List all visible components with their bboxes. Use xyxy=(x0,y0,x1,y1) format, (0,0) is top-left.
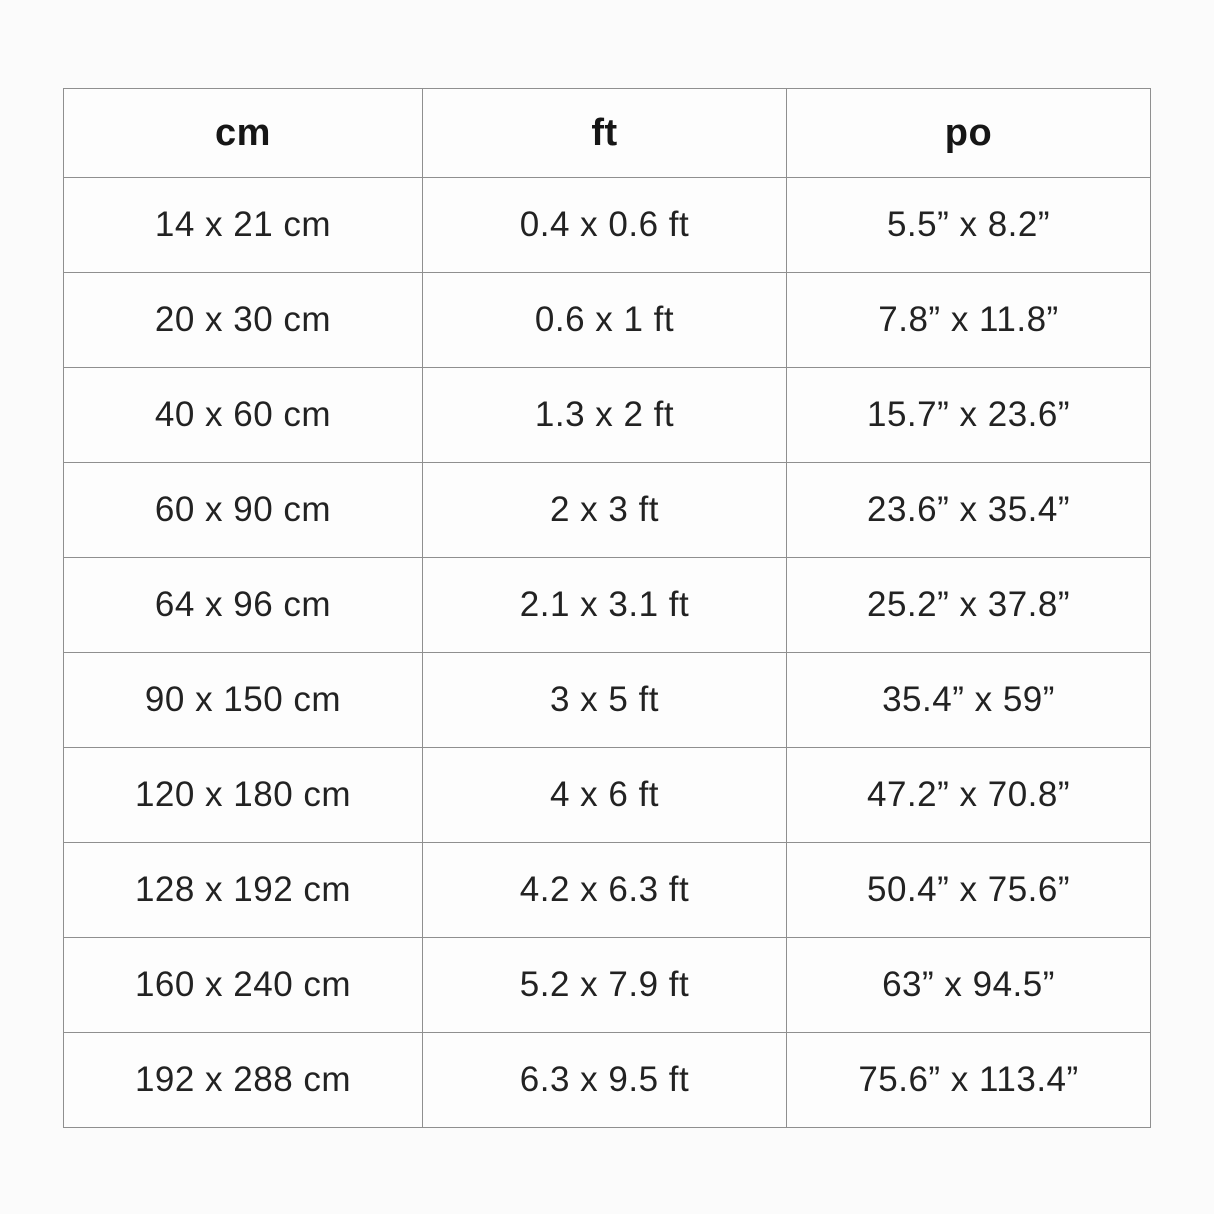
cell-cm: 60 x 90 cm xyxy=(64,463,423,558)
cell-ft: 4 x 6 ft xyxy=(423,748,787,843)
table-row xyxy=(64,843,1151,938)
table-row xyxy=(64,463,1151,558)
cell-po: 15.7” x 23.6” xyxy=(787,368,1151,463)
table-body xyxy=(64,178,1151,1128)
table-row xyxy=(64,938,1151,1033)
cell-cm: 40 x 60 cm xyxy=(64,368,423,463)
cell-cm: 160 x 240 cm xyxy=(64,938,423,1033)
table-header xyxy=(64,89,1151,178)
cell-ft: 2 x 3 ft xyxy=(423,463,787,558)
table-row xyxy=(64,558,1151,653)
cell-ft: 6.3 x 9.5 ft xyxy=(423,1033,787,1128)
column-header-po: po xyxy=(787,89,1151,178)
cell-cm: 120 x 180 cm xyxy=(64,748,423,843)
cell-cm: 90 x 150 cm xyxy=(64,653,423,748)
cell-po: 25.2” x 37.8” xyxy=(787,558,1151,653)
cell-ft: 5.2 x 7.9 ft xyxy=(423,938,787,1033)
cell-ft: 1.3 x 2 ft xyxy=(423,368,787,463)
cell-cm: 14 x 21 cm xyxy=(64,178,423,273)
table-row xyxy=(64,368,1151,463)
cell-ft: 4.2 x 6.3 ft xyxy=(423,843,787,938)
header-row xyxy=(64,89,1151,178)
column-header-cm: cm xyxy=(64,89,423,178)
cell-po: 47.2” x 70.8” xyxy=(787,748,1151,843)
cell-po: 75.6” x 113.4” xyxy=(787,1033,1151,1128)
table-row xyxy=(64,1033,1151,1128)
cell-po: 7.8” x 11.8” xyxy=(787,273,1151,368)
cell-cm: 20 x 30 cm xyxy=(64,273,423,368)
table-row xyxy=(64,653,1151,748)
cell-po: 23.6” x 35.4” xyxy=(787,463,1151,558)
cell-cm: 128 x 192 cm xyxy=(64,843,423,938)
cell-ft: 3 x 5 ft xyxy=(423,653,787,748)
table-row xyxy=(64,178,1151,273)
cell-ft: 0.6 x 1 ft xyxy=(423,273,787,368)
size-conversion-table xyxy=(63,88,1151,1128)
cell-po: 35.4” x 59” xyxy=(787,653,1151,748)
cell-cm: 192 x 288 cm xyxy=(64,1033,423,1128)
cell-ft: 0.4 x 0.6 ft xyxy=(423,178,787,273)
table-row xyxy=(64,748,1151,843)
cell-ft: 2.1 x 3.1 ft xyxy=(423,558,787,653)
cell-po: 5.5” x 8.2” xyxy=(787,178,1151,273)
cell-po: 50.4” x 75.6” xyxy=(787,843,1151,938)
cell-po: 63” x 94.5” xyxy=(787,938,1151,1033)
table-row xyxy=(64,273,1151,368)
column-header-ft: ft xyxy=(423,89,787,178)
cell-cm: 64 x 96 cm xyxy=(64,558,423,653)
